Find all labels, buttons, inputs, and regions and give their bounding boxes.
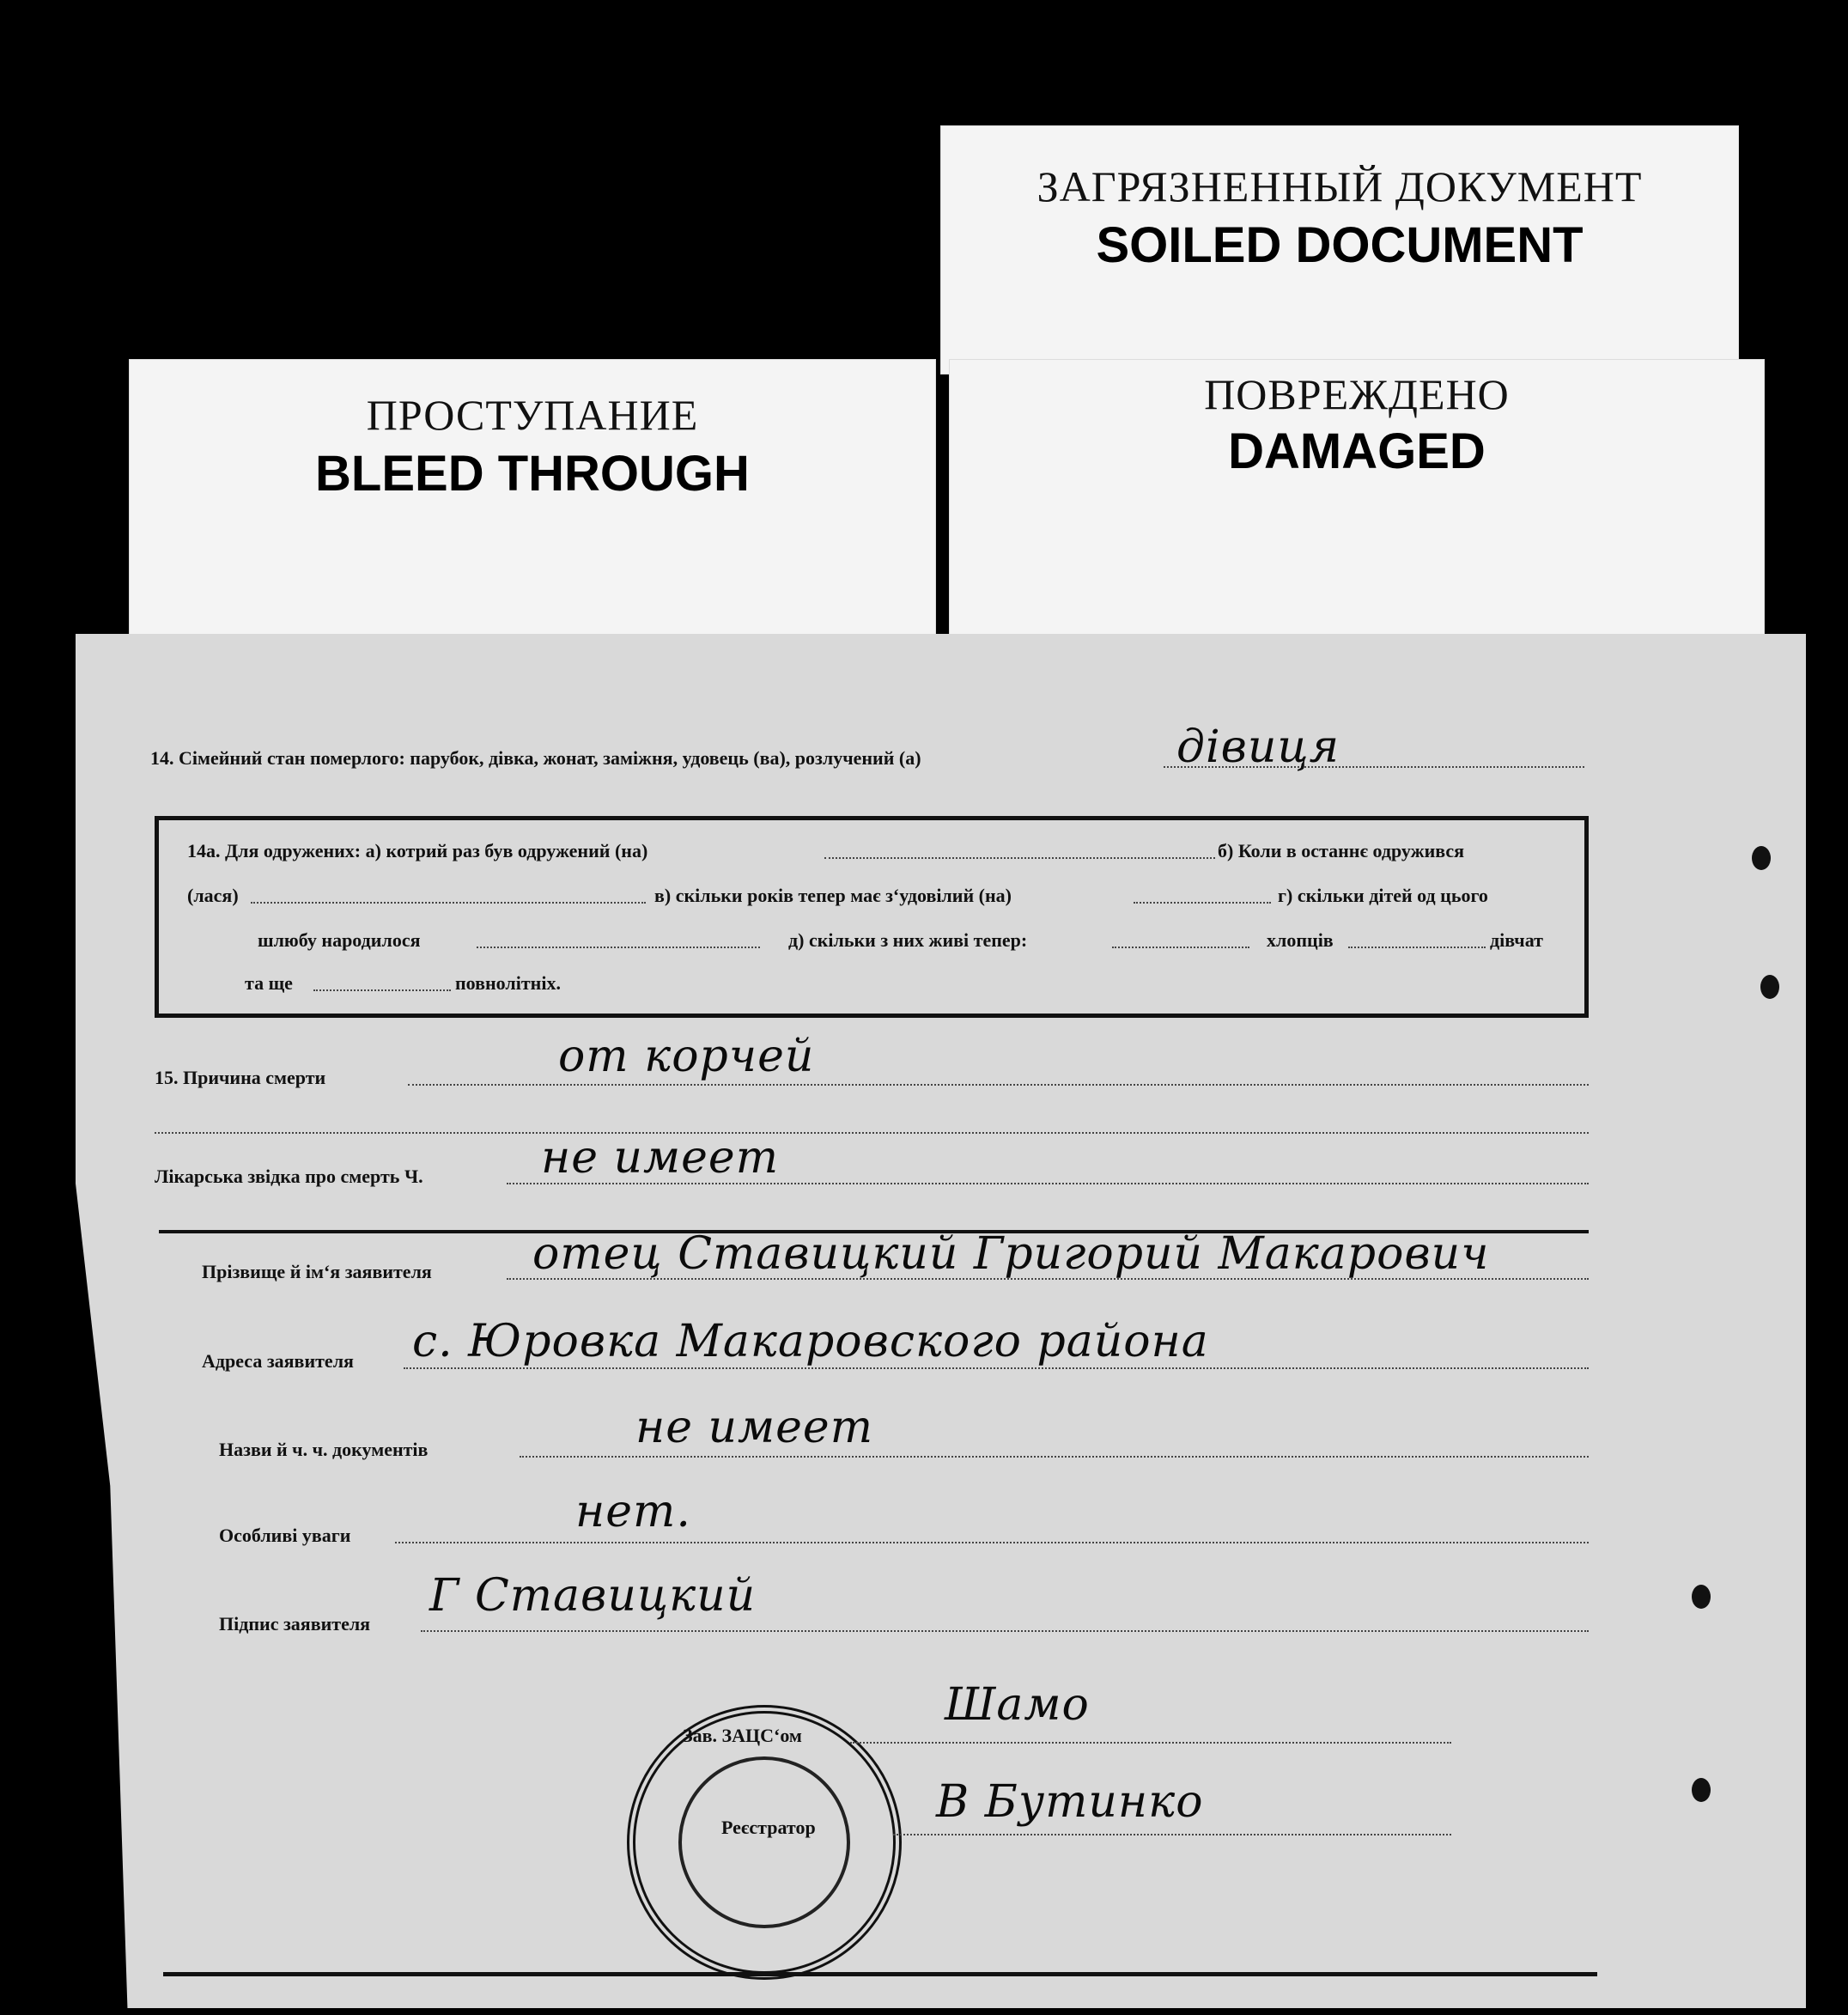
field-14a-row1-b: б) Коли в останнє одружився	[1218, 840, 1465, 861]
field-14a-row3-a: шлюбу народилося	[258, 929, 421, 951]
applicant-name-value: отец Ставицкий Григорий Макарович	[532, 1228, 1490, 1280]
punch-hole	[1692, 1778, 1711, 1802]
field-14a-dots	[313, 989, 451, 991]
applicant-signature-value: Г Ставицкий	[429, 1570, 757, 1622]
field-14-value: дівиця	[1176, 721, 1340, 773]
field-14a-row2-b: в) скільки років тепер має з‘удовілий (на)	[654, 885, 1012, 906]
documents-label: Назви й ч. ч. документів	[219, 1439, 429, 1460]
field-14a-dots	[1348, 947, 1486, 948]
notes-label: Особливі уваги	[219, 1525, 351, 1546]
field-15-value: от корчей	[558, 1031, 815, 1082]
notes-dots	[395, 1542, 1589, 1543]
bleed-label-en: BLEED THROUGH	[315, 446, 750, 502]
applicant-address-value: с. Юровка Макаровского района	[412, 1316, 1209, 1367]
field-14a-row4-b: повнолітніх.	[455, 972, 561, 994]
damaged-label-en: DAMAGED	[1228, 423, 1486, 479]
registrar-signature: В Бутинко	[936, 1776, 1204, 1828]
notes-value: нет.	[575, 1486, 691, 1537]
field-14a-row3-c: хлопців	[1267, 929, 1334, 951]
registrar-dots	[893, 1834, 1451, 1835]
field-14a-row2-c: г) скільки дітей од цього	[1278, 885, 1488, 906]
head-signature: Шамо	[945, 1679, 1090, 1731]
medical-cert-value: не имеет	[541, 1132, 780, 1184]
stamp-inner-ring	[678, 1756, 850, 1928]
field-15-label: 15. Причина смерти	[155, 1067, 326, 1088]
applicant-name-label: Прізвище й ім‘я заявителя	[202, 1261, 432, 1282]
field-14a-row3-d: дівчат	[1490, 929, 1543, 951]
documents-value: не имеет	[635, 1402, 874, 1453]
punch-hole	[1752, 846, 1771, 870]
bleed-label-ru: ПРОСТУПАНИЕ	[366, 391, 699, 439]
field-14a-dots	[1134, 902, 1271, 904]
registrar-label: Реєстратор	[721, 1817, 816, 1838]
field-14-label: 14. Сімейний стан померлого: парубок, дівка, жонат, заміжня, удовець (ва), розлучений (а)	[150, 747, 921, 769]
bottom-rule	[163, 1972, 1597, 1976]
punch-hole	[1760, 975, 1779, 999]
field-15-dots	[408, 1084, 1589, 1086]
field-14a-row3-b: д) скільки з них живі тепер:	[788, 929, 1028, 951]
applicant-signature-dots	[421, 1630, 1589, 1632]
field-14a-dots	[251, 902, 646, 904]
applicant-address-label: Адреса заявителя	[202, 1350, 354, 1372]
damaged-label-ru: ПОВРЕЖДЕНО	[1204, 370, 1510, 418]
soiled-label-ru: ЗАГРЯЗНЕННЫЙ ДОКУМЕНТ	[1036, 162, 1643, 210]
soiled-label-en: SOILED DOCUMENT	[1096, 217, 1584, 273]
damaged-label	[949, 359, 1765, 642]
field-14a-row1-a: 14а. Для одружених: а) котрий раз був одружений (на)	[187, 840, 648, 861]
applicant-signature-label: Підпис заявителя	[219, 1613, 371, 1635]
applicant-address-dots	[404, 1367, 1589, 1369]
field-14a-dots	[1112, 947, 1249, 948]
soiled-document-label	[940, 125, 1739, 374]
head-dots	[850, 1742, 1451, 1744]
field-14a-row4-a: та ще	[245, 972, 293, 994]
punch-hole	[1692, 1585, 1711, 1609]
head-label: Зав. ЗАЦС‘ом	[683, 1725, 802, 1746]
field-14a-dots	[477, 947, 760, 948]
field-14a-row2-a: (лася)	[187, 885, 239, 906]
documents-dots	[520, 1456, 1589, 1458]
medical-cert-label: Лікарська звідка про смерть Ч.	[155, 1166, 423, 1187]
bleed-through-label	[129, 359, 936, 642]
field-14a-dots	[824, 857, 1215, 859]
field-15-dots-2	[155, 1132, 1589, 1134]
